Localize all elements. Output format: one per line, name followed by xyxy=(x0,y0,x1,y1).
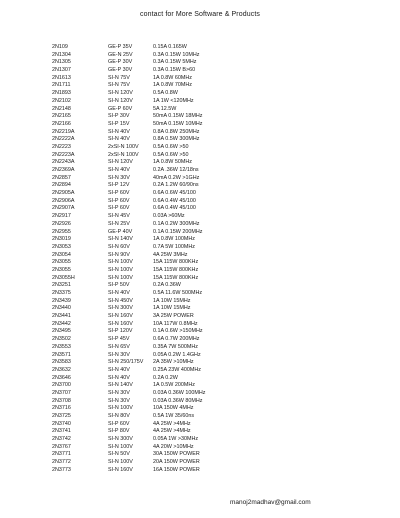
table-row xyxy=(52,267,352,275)
table-row xyxy=(52,382,352,390)
table-row xyxy=(52,467,352,475)
specifications: 0.6A 0.7W 200MHz xyxy=(153,336,200,343)
part-number: 2N3439 xyxy=(52,297,71,304)
transistor-type: SI-N 100V xyxy=(108,274,133,281)
part-number: 2N3495 xyxy=(52,328,71,335)
specifications: 2A 35W >10MHz xyxy=(153,359,194,366)
transistor-type: SI-N 30V xyxy=(108,174,130,181)
table-row xyxy=(52,175,352,183)
transistor-type: SI-P 60V xyxy=(108,420,130,427)
part-number: 2N3741 xyxy=(52,428,71,435)
transistor-type: SI-N 120V xyxy=(108,90,133,97)
part-number: 2N3772 xyxy=(52,459,71,466)
table-row xyxy=(52,221,352,229)
specifications: 0.5A 0.6W >50 xyxy=(153,151,189,158)
table-row xyxy=(52,244,352,252)
transistor-type: SI-N 300V xyxy=(108,305,133,312)
table-row xyxy=(52,336,352,344)
table-row xyxy=(52,275,352,283)
table-row xyxy=(52,436,352,444)
transistor-type: SI-P 60V xyxy=(108,197,130,204)
part-number: 2N109 xyxy=(52,44,68,50)
specifications: 0.5A 0.6W >50 xyxy=(153,143,189,150)
table-row xyxy=(52,90,352,98)
table-row xyxy=(52,321,352,329)
specifications: 15A 115W 800KHz xyxy=(153,274,199,281)
transistor-type: SI-N 120V xyxy=(108,97,133,104)
table-row xyxy=(52,190,352,198)
transistor-type: SI-N 250/175V xyxy=(108,359,144,366)
specifications: 10A 117W 0.8MHz xyxy=(153,320,198,327)
transistor-type: SI-N 100V xyxy=(108,266,133,273)
table-row xyxy=(52,106,352,114)
part-number: 2N3773 xyxy=(52,466,71,473)
table-row xyxy=(52,136,352,144)
part-number: 2N3771 xyxy=(52,451,71,458)
table-row xyxy=(52,182,352,190)
transistor-type: SI-N 40V xyxy=(108,374,130,381)
transistor-type: SI-P 60V xyxy=(108,205,130,212)
transistor-table xyxy=(52,44,352,475)
transistor-type: GE-P 30V xyxy=(108,67,133,74)
part-number: 2N3055 xyxy=(52,259,71,266)
table-row xyxy=(52,352,352,360)
transistor-type: SI-N 140V xyxy=(108,382,133,389)
part-number: 2N3502 xyxy=(52,336,71,343)
transistor-type: SI-P 60V xyxy=(108,190,130,197)
part-number: 2N3646 xyxy=(52,374,71,381)
specifications: 40mA 0.2W >1GHz xyxy=(153,174,200,181)
specifications: 50mA 0.15W 18MHz xyxy=(153,113,203,120)
transistor-type: SI-N 45V xyxy=(108,213,130,220)
specifications: 0.7A 5W 100MHz xyxy=(153,243,195,250)
part-number: 2N3707 xyxy=(52,389,71,396)
transistor-type: SI-N 90V xyxy=(108,251,130,258)
table-row xyxy=(52,390,352,398)
transistor-type: SI-N 120V xyxy=(108,159,133,166)
part-number: 2N3055H xyxy=(52,274,75,281)
page-header: contact for More Software & Products xyxy=(140,11,260,18)
specifications: 4A 25W 3MHz xyxy=(153,251,188,258)
table-row xyxy=(52,298,352,306)
transistor-type: SI-P 30V xyxy=(108,113,130,120)
table-row xyxy=(52,305,352,313)
part-number: 2N2907A xyxy=(52,205,75,212)
specifications: 0.3A 0.15W B>60 xyxy=(153,67,196,74)
transistor-type: SI-N 160V xyxy=(108,313,133,320)
part-number: 2N2102 xyxy=(52,97,71,104)
transistor-type: SI-P 80V xyxy=(108,428,130,435)
specifications: 0.3A 0.15W 5MHz xyxy=(153,59,197,66)
part-number: 2N2223 xyxy=(52,143,71,150)
part-number: 2N3053 xyxy=(52,243,71,250)
specifications: 0.15A 0.165W xyxy=(153,44,187,50)
part-number: 2N3571 xyxy=(52,351,71,358)
specifications: 0.2A 1.2W 60/90ns xyxy=(153,182,199,189)
table-row xyxy=(52,252,352,260)
transistor-type: SI-N 75V xyxy=(108,74,130,81)
specifications: 3A 25W POWER xyxy=(153,313,194,320)
specifications: 0.03A 0.36W 80MHz xyxy=(153,397,203,404)
table-row xyxy=(52,98,352,106)
part-number: 2N3740 xyxy=(52,420,71,427)
transistor-type: SI-N 160V xyxy=(108,320,133,327)
specifications: 0.25A 23W 400MHz xyxy=(153,366,201,373)
specifications: 30A 150W POWER xyxy=(153,451,200,458)
table-row xyxy=(52,328,352,336)
transistor-type: SI-N 40V xyxy=(108,128,130,135)
contact-email: manoj2madhav@gmail.com xyxy=(230,499,311,506)
table-row xyxy=(52,198,352,206)
table-row xyxy=(52,375,352,383)
part-number: 2N1893 xyxy=(52,90,71,97)
transistor-type: SI-N 40V xyxy=(108,290,130,296)
specifications: 50mA 0.15W 10MHz xyxy=(153,120,203,127)
table-row xyxy=(52,367,352,375)
transistor-type: GE-P 60V xyxy=(108,105,133,112)
specifications: 1A 10W 15MHz xyxy=(153,305,191,312)
table-row xyxy=(52,405,352,413)
specifications: 20A 150W POWER xyxy=(153,459,200,466)
transistor-type: GE-P 35V xyxy=(108,44,133,50)
transistor-type: SI-N 40V xyxy=(108,136,130,143)
table-row xyxy=(52,259,352,267)
part-number: 2N3054 xyxy=(52,251,71,258)
specifications: 0.2A 0.36W xyxy=(153,282,181,289)
specifications: 0.1A 0.6W >150MHz xyxy=(153,328,203,335)
specifications: 0.03A >60Mz xyxy=(153,213,185,220)
part-number: 2N3055 xyxy=(52,266,71,273)
part-number: 2N2905A xyxy=(52,190,75,197)
transistor-type: SI-N 450V xyxy=(108,297,133,304)
part-number: 2N1305 xyxy=(52,59,71,66)
transistor-type: SI-N 100V xyxy=(108,459,133,466)
table-row xyxy=(52,59,352,67)
table-row xyxy=(52,428,352,436)
part-number: 2N2222A xyxy=(52,136,75,143)
part-number: 2N1304 xyxy=(52,51,71,58)
part-number: 2N3708 xyxy=(52,397,71,404)
table-row xyxy=(52,75,352,83)
table-row xyxy=(52,167,352,175)
part-number: 2N3742 xyxy=(52,436,71,443)
transistor-type: SI-N 60V xyxy=(108,243,130,250)
table-row xyxy=(52,236,352,244)
specifications: 0.05A 1W >30MHz xyxy=(153,436,199,443)
part-number: 2N3442 xyxy=(52,320,71,327)
part-number: 2N1613 xyxy=(52,74,71,81)
part-number: 2N2906A xyxy=(52,197,75,204)
transistor-type: SI-P 120V xyxy=(108,328,133,335)
specifications: 1A 0.8W 70MHz xyxy=(153,82,192,89)
part-number: 2N3375 xyxy=(52,290,71,296)
part-number: 2N3583 xyxy=(52,359,71,366)
transistor-type: SI-P 45V xyxy=(108,336,130,343)
part-number: 2N2219A xyxy=(52,128,75,135)
part-number: 2N3700 xyxy=(52,382,71,389)
part-number: 2N2894 xyxy=(52,182,71,189)
part-number: 2N3441 xyxy=(52,313,71,320)
part-number: 2N3553 xyxy=(52,343,71,350)
transistor-type: SI-N 100V xyxy=(108,259,133,266)
specifications: 15A 115W 800KHz xyxy=(153,266,199,273)
part-number: 2N2223A xyxy=(52,151,75,158)
specifications: 0.05A 0.2W 1.4GHz xyxy=(153,351,201,358)
transistor-type: GE-N 25V xyxy=(108,51,133,58)
specifications: 0.35A 7W 500MHz xyxy=(153,343,198,350)
specifications: 0.5A 1W 35/60ns xyxy=(153,413,195,419)
specifications: 4A 25W >4MHz xyxy=(153,428,191,435)
table-row xyxy=(52,113,352,121)
part-number: 2N3767 xyxy=(52,443,71,450)
transistor-type: SI-N 40V xyxy=(108,167,130,173)
part-number: 2N2369A xyxy=(52,167,75,173)
specifications: 5A 12.5W xyxy=(153,105,177,112)
part-number: 2N3440 xyxy=(52,305,71,312)
transistor-type: SI-P 15V xyxy=(108,120,130,127)
part-number: 2N1307 xyxy=(52,67,71,74)
transistor-type: SI-N 75V xyxy=(108,82,130,89)
table-row xyxy=(52,398,352,406)
part-number: 2N3716 xyxy=(52,405,71,412)
part-number: 2N3019 xyxy=(52,236,71,243)
table-row xyxy=(52,52,352,60)
transistor-type: SI-N 140V xyxy=(108,236,133,243)
specifications: 0.6A 0.4W 45/100 xyxy=(153,205,196,212)
table-row xyxy=(52,44,352,52)
specifications: 0.6A 0.4W 45/100 xyxy=(153,197,196,204)
transistor-type: GE-P 40V xyxy=(108,228,133,235)
specifications: 0.8A 0.5W 300MHz xyxy=(153,136,200,143)
specifications: 0.5A 0.8W xyxy=(153,90,178,97)
table-row xyxy=(52,451,352,459)
part-number: 2N3725 xyxy=(52,413,71,419)
specifications: 0.5A 11.6W 500MHz xyxy=(153,290,203,296)
transistor-type: SI-N 160V xyxy=(108,466,133,473)
transistor-type: SI-N 300V xyxy=(108,436,133,443)
part-number: 2N1711 xyxy=(52,82,71,89)
part-number: 2N3632 xyxy=(52,366,71,373)
table-row xyxy=(52,229,352,237)
table-row xyxy=(52,129,352,137)
specifications: 1A 0.8W 60MHz xyxy=(153,74,192,81)
table-row xyxy=(52,413,352,421)
transistor-type: 2xSI-N 100V xyxy=(108,151,139,158)
transistor-type: SI-N 100V xyxy=(108,405,133,412)
table-row xyxy=(52,444,352,452)
table-row xyxy=(52,159,352,167)
specifications: 1A 1W <120MHz xyxy=(153,97,194,104)
table-row xyxy=(52,344,352,352)
transistor-type: 2xSI-N 100V xyxy=(108,143,139,150)
specifications: 0.6A 0.6W 45/100 xyxy=(153,190,196,197)
part-number: 2N2857 xyxy=(52,174,71,181)
transistor-type: SI-N 50V xyxy=(108,451,130,458)
transistor-type: SI-N 30V xyxy=(108,389,130,396)
specifications: 4A 25W >4MHz xyxy=(153,420,191,427)
part-number: 2N2955 xyxy=(52,228,71,235)
transistor-type: SI-N 40V xyxy=(108,366,130,373)
transistor-type: SI-N 25V xyxy=(108,220,130,227)
part-number: 2N2926 xyxy=(52,220,71,227)
table-row xyxy=(52,144,352,152)
specifications: 1A 0.8W 100MHz xyxy=(153,236,195,243)
specifications: 0.2A .36W 12/18ns xyxy=(153,167,199,173)
table-row xyxy=(52,67,352,75)
part-number: 2N2165 xyxy=(52,113,71,120)
transistor-type: SI-N 100V xyxy=(108,443,133,450)
table-row xyxy=(52,421,352,429)
table-row xyxy=(52,213,352,221)
specifications: 4A 20W >10MHz xyxy=(153,443,194,450)
specifications: 0.8A 0.8W 250MHz xyxy=(153,128,200,135)
table-row xyxy=(52,459,352,467)
specifications: 0.1A 0.2W 300MHz xyxy=(153,220,200,227)
specifications: 1A 10W 15MHz xyxy=(153,297,191,304)
transistor-type: SI-N 30V xyxy=(108,397,130,404)
specifications: 15A 115W 800KHz xyxy=(153,259,199,266)
table-row xyxy=(52,290,352,298)
specifications: 10A 150W 4MHz xyxy=(153,405,194,412)
transistor-type: GE-P 30V xyxy=(108,59,133,66)
table-row xyxy=(52,205,352,213)
transistor-type: SI-N 65V xyxy=(108,343,130,350)
table-row xyxy=(52,121,352,129)
specifications: 1A 0.8W 50MHz xyxy=(153,159,192,166)
part-number: 2N2917 xyxy=(52,213,71,220)
transistor-type: SI-N 30V xyxy=(108,351,130,358)
specifications: 0.1A 0.15W 200MHz xyxy=(153,228,203,235)
specifications: 0.03A 0.36W 100MHz xyxy=(153,389,206,396)
transistor-type: SI-P 12V xyxy=(108,182,130,189)
specifications: 0.3A 0.15W 10MHz xyxy=(153,51,200,58)
part-number: 2N2166 xyxy=(52,120,71,127)
transistor-type: SI-N 80V xyxy=(108,413,130,419)
table-row xyxy=(52,359,352,367)
part-number: 2N3251 xyxy=(52,282,71,289)
table-row xyxy=(52,82,352,90)
transistor-type: SI-P 50V xyxy=(108,282,130,289)
part-number: 2N2243A xyxy=(52,159,75,166)
table-row xyxy=(52,282,352,290)
table-row xyxy=(52,313,352,321)
specifications: 16A 150W POWER xyxy=(153,466,200,473)
specifications: 1A 0.5W 200MHz xyxy=(153,382,195,389)
specifications: 0.2A 0.2W xyxy=(153,374,178,381)
part-number: 2N2148 xyxy=(52,105,71,112)
table-row xyxy=(52,152,352,160)
